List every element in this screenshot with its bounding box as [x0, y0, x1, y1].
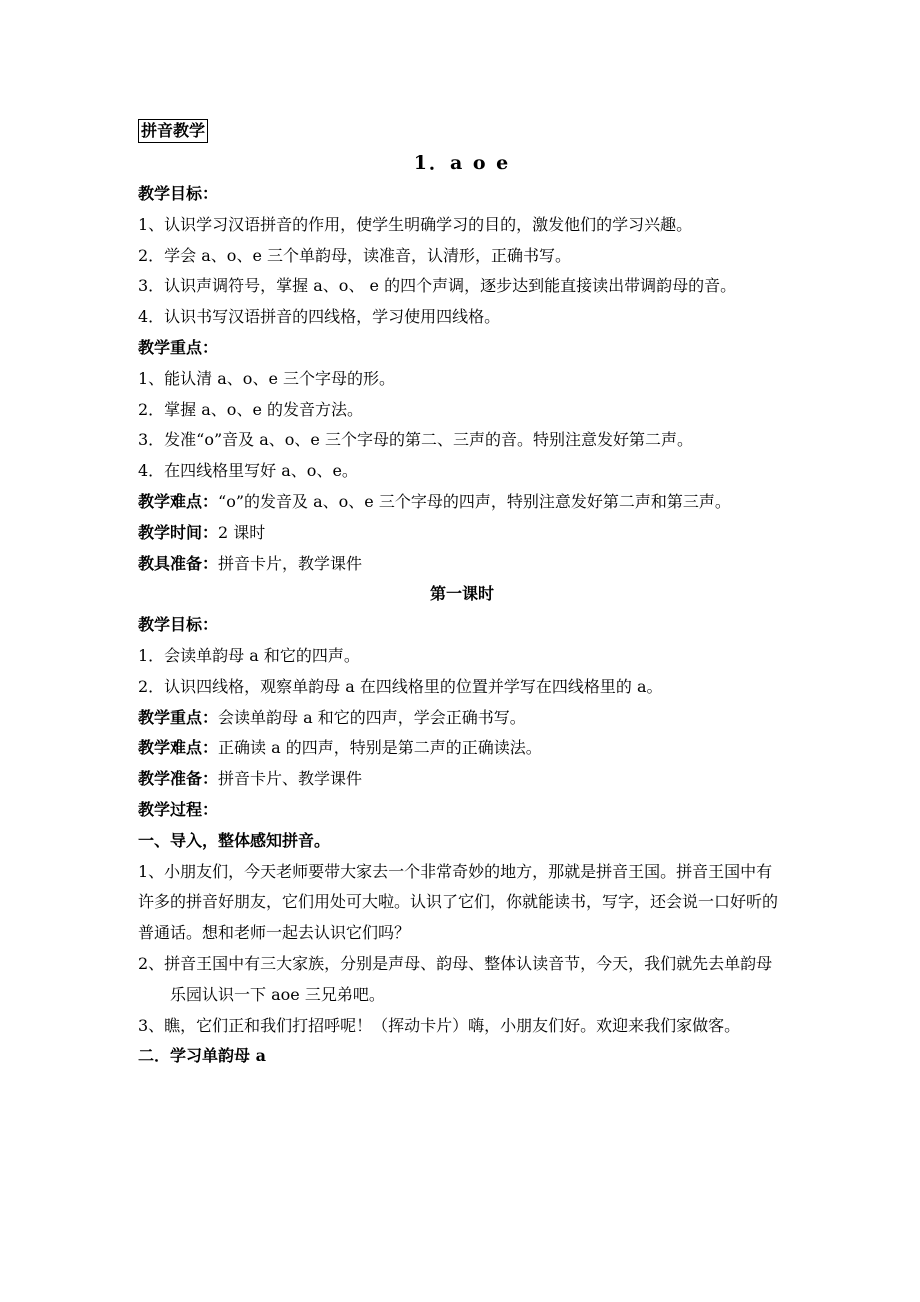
section1-heading: 一、导入，整体感知拼音。: [138, 830, 331, 850]
goal-item: 3．认识声调符号，掌握 a、o、 e 的四个声调，逐步达到能直接读出带调韵母的音。: [138, 276, 737, 296]
lesson1-key-line: [138, 703, 786, 734]
key-point-item: 4．在四线格里写好 a、o、e。: [138, 461, 358, 481]
difficulty-text: “o”的发音及 a、o、e 三个字母的四声，特别注意发好第二声和第三声。: [218, 491, 731, 511]
lesson1-goals-heading: 教学目标：: [138, 615, 219, 635]
lesson1-key-label: 教学重点：: [138, 707, 219, 727]
materials-text: 拼音卡片，教学课件: [218, 553, 363, 573]
document-body: [138, 116, 786, 1072]
key-point-item: 1、能认清 a、o、e 三个字母的形。: [138, 368, 395, 388]
key-point-item: 3．发准“o”音及 a、o、e 三个字母的第二、三声的音。特别注意发好第二声。: [138, 430, 693, 450]
time-text: 2 课时: [218, 522, 266, 542]
goal-item: 4．认识书写汉语拼音的四线格，学习使用四线格。: [138, 307, 501, 327]
goals-heading: 教学目标：: [138, 184, 219, 203]
goal-item: 2．学会 a、o、e 三个单韵母，读准音，认清形，正确书写。: [138, 245, 571, 265]
key-point-item: 2．掌握 a、o、e 的发音方法。: [138, 399, 363, 419]
lesson1-prep-text: 拼音卡片、教学课件: [218, 769, 363, 789]
lesson1-diff-line: [138, 733, 786, 764]
lesson1-prep-line: [138, 764, 786, 795]
materials-line: [138, 549, 786, 580]
difficulty-line: [138, 487, 786, 518]
lesson1-key-text: 会读单韵母 a 和它的四声，学会正确书写。: [218, 707, 526, 727]
lesson1-diff-text: 正确读 a 的四声，特别是第二声的正确读法。: [218, 738, 542, 758]
lesson1-diff-label: 教学难点：: [138, 738, 219, 758]
materials-label: 教具准备：: [138, 553, 219, 573]
key-points-heading: 教学重点：: [138, 337, 219, 357]
section1-item: 3、瞧，它们正和我们打招呼呢！（挥动卡片）嗨，小朋友们好。欢迎来我们家做客。: [138, 1015, 741, 1035]
time-label: 教学时间：: [138, 522, 219, 542]
time-line: [138, 518, 786, 549]
lesson1-goal-item: 2．认识四线格，观察单韵母 a 在四线格里的位置并学写在四线格里的 a。: [138, 676, 663, 696]
lesson1-prep-label: 教学准备：: [138, 769, 219, 789]
header-box: 拼音教学: [138, 119, 208, 143]
section2-heading: 二．学习单韵母 a: [138, 1046, 266, 1066]
lesson-title: 1．a o e: [413, 152, 511, 174]
section1-item: 2、拼音王国中有三大家族，分别是声母、韵母、整体认读音节，今天，我们就先去单韵母乐园认识一下 aoe 三兄弟吧。: [138, 953, 773, 1004]
process-heading: 教学过程：: [138, 799, 219, 819]
goal-item: 1、认识学习汉语拼音的作用，使学生明确学习的目的，激发他们的学习兴趣。: [138, 214, 693, 234]
section1-item: 1、小朋友们，今天老师要带大家去一个非常奇妙的地方，那就是拼音王国。拼音王国中有许多的拼音好朋友，它们用处可大啦。认识了它们，你就能读书，写字，还会说一口好听的普通话。想和老师一起去认识它们吗？: [138, 861, 779, 943]
lesson1-goal-item: 1．会读单韵母 a 和它的四声。: [138, 645, 360, 665]
difficulty-label: 教学难点：: [138, 491, 219, 511]
lesson1-heading: 第一课时: [429, 584, 494, 604]
